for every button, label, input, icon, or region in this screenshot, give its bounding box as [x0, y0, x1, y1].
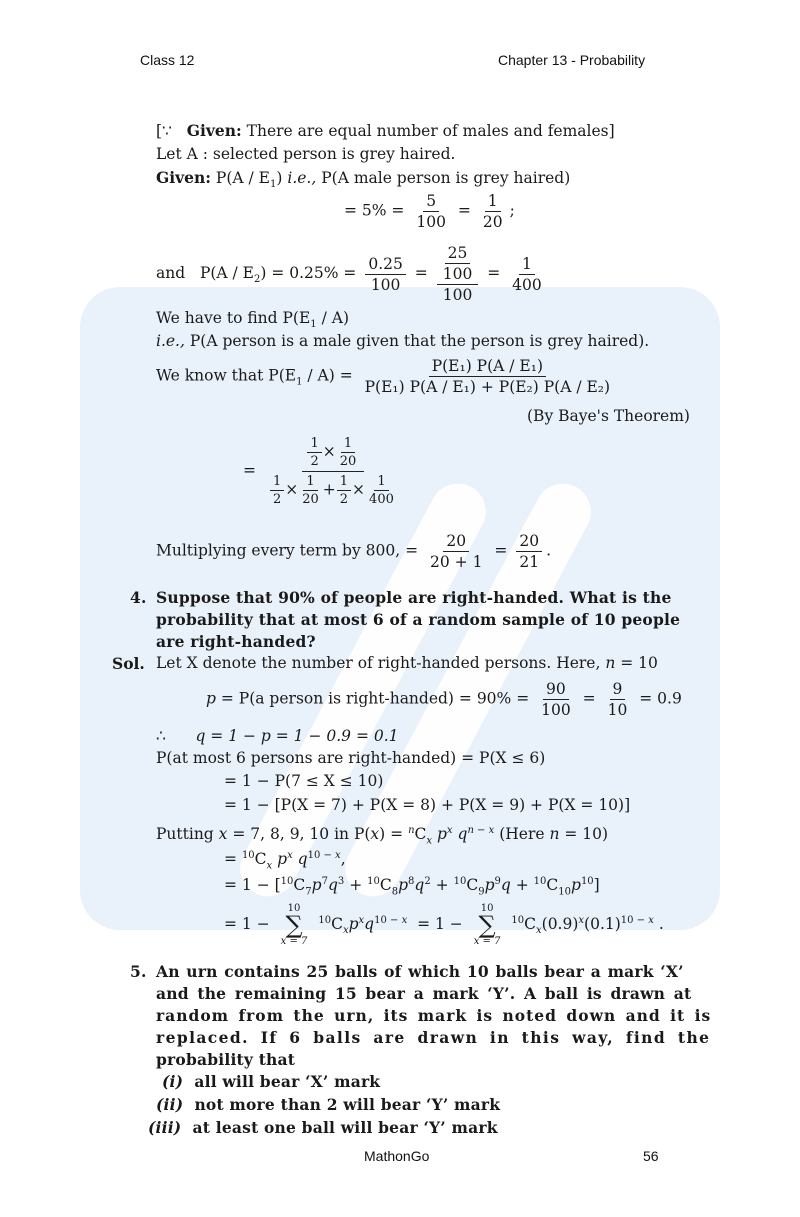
question-4-line-2: probability that at most 6 of a random sample of 10 people [156, 610, 681, 629]
given-pae1-line: Given: $P(A / E_1)$ i.e., P(A male person is grey haired) [156, 168, 571, 191]
footer-brand: MathonGo [364, 1148, 430, 1164]
part-i: (i) all will bear ‘X’ mark [162, 1072, 381, 1091]
question-4-line-1: Suppose that 90% of people are right-handed. What is the [156, 588, 672, 607]
question-4-number: 4. [130, 588, 147, 607]
given-note: [∵ Given: There are equal number of males and females] [156, 121, 615, 140]
question-5-line-5: probability that [156, 1050, 296, 1069]
fraction: $\frac{9}{10}$ [607, 680, 628, 719]
question-5-line-4: replaced. If 6 balls are drawn in this way, find the [156, 1028, 711, 1047]
question-5-line-3: random from the urn, its mark is noted down and it is [156, 1006, 712, 1025]
fraction: $\frac{1}{20}$ [482, 192, 503, 231]
ie-line: i.e., P(A person is a male given that the person is grey haired). [156, 332, 650, 350]
fraction: $\frac{\text{P(E₁) P(A / E₁)}}{\text{P(E₁) P(A / E₁) + P(E₂) P(A / E₂)}}$ [364, 357, 611, 396]
let-a-line: Let A : selected person is grey haired. [156, 145, 456, 163]
footer-page-number: 56 [643, 1148, 659, 1164]
at-most-line: P(at most 6 persons are right-handed) = P(X ≤ 6) [156, 749, 546, 767]
multiplying-line: Multiplying every term by 800, = $\frac{20}{20 + 1}$ = $\frac{20}{21}$ . [156, 532, 552, 571]
fraction: $\frac{20}{21}$ [516, 532, 542, 571]
bayes-note: (By Baye's Theorem) [527, 407, 690, 425]
fraction: $\frac{20}{20 + 1}$ [430, 532, 483, 571]
eq-pae2: and $P(A / E_2) = 0.25\%$ = $\frac{0.25}{100}$ = $\frac{\frac{25}{100}}{100}$ = $\frac{1}{400}$ [156, 244, 549, 304]
step-1: = 1 − P(7 ≤ X ≤ 10) [224, 772, 384, 790]
header-class-label: Class 12 [140, 52, 195, 68]
fraction: $\frac{1}{2}$ × $\frac{1}{20}$ $\frac{1}{2}$ × $\frac{1}{20}$ + $\frac{1}{2}$ × $\frac{1}{400}$ [265, 436, 402, 507]
step-5: = 1 − 10 ∑ x = 7 $^{10}C_xp^xq^{10 - x} = 1$ − 10 ∑ x = 7 $^{10}C_x(0.9)^x(0.1)^{10 - x}$ . [224, 903, 664, 947]
question-4-line-3: are right-handed? [156, 632, 316, 651]
bayes-formula: We know that $P(E_1 / A)$ = $\frac{\text{P(E₁) P(A / E₁)}}{\text{P(E₁) P(A / E₁) + P(E₂) P(A / E₂)}}$ [156, 357, 617, 396]
fraction: $\frac{1}{400}$ [512, 254, 542, 294]
compound-fraction: $\frac{\frac{25}{100}}{100}$ [437, 244, 479, 304]
step-3: = $^{10}C_x$ $p^x$ $q^{10 - x}$, [224, 850, 346, 872]
step-4: = $1 - [^{10}C_7p^7q^3 + ^{10}C_8p^8q^2 + ^{10}C_9p^9q + ^{10}C_{10}p^{10}]$ [224, 876, 600, 898]
compound-fraction-step: = $\frac{1}{2}$ × $\frac{1}{20}$ $\frac{1}{2}$ × $\frac{1}{20}$ + $\frac{1}{2}$ × $\frac{1}{400}$ [243, 436, 406, 507]
therefore-q-line: ∴ q = 1 − p = 1 − 0.9 = 0.1 [156, 727, 399, 745]
part-iii: (iii) at least one ball will bear ‘Y’ mark [148, 1118, 498, 1137]
solution-4-line-1: Let X denote the number of right-handed persons. Here, n = 10 [156, 654, 658, 672]
header-chapter-label: Chapter 13 - Probability [498, 52, 646, 68]
fraction: $\frac{90}{100}$ [541, 680, 571, 719]
summation: 10 ∑ x = 7 [280, 903, 308, 947]
solution-4-label: Sol. [112, 654, 145, 673]
p-value-line: p = P(a person is right-handed) = 90% = $\frac{90}{100}$ = $\frac{9}{10}$ = 0.9 [206, 680, 682, 719]
fraction: $\frac{0.25}{100}$ [365, 255, 406, 294]
question-5-number: 5. [130, 962, 147, 981]
putting-line: Putting x = 7, 8, 9, 10 in $P(x) = ^nC_x$ $p^x$ $q^{n - x}$ (Here n = 10) [156, 825, 609, 847]
step-2: = 1 − [P(X = 7) + P(X = 8) + P(X = 9) + P(X = 10)] [224, 796, 631, 814]
question-5-line-1: An urn contains 25 balls of which 10 balls bear a mark ‘X’ [156, 962, 684, 981]
summation: 10 ∑ x = 7 [473, 903, 501, 947]
question-5-line-2: and the remaining 15 bear a mark ‘Y’. A ball is drawn at [156, 984, 692, 1003]
eq-five-percent: = 5% = $\frac{5}{100}$ = $\frac{1}{20}$ ; [344, 192, 515, 231]
find-line: We have to find $P(E_1 / A)$ [156, 309, 349, 331]
part-ii: (ii) not more than 2 will bear ‘Y’ mark [156, 1095, 501, 1114]
fraction: $\frac{5}{100}$ [416, 192, 446, 231]
